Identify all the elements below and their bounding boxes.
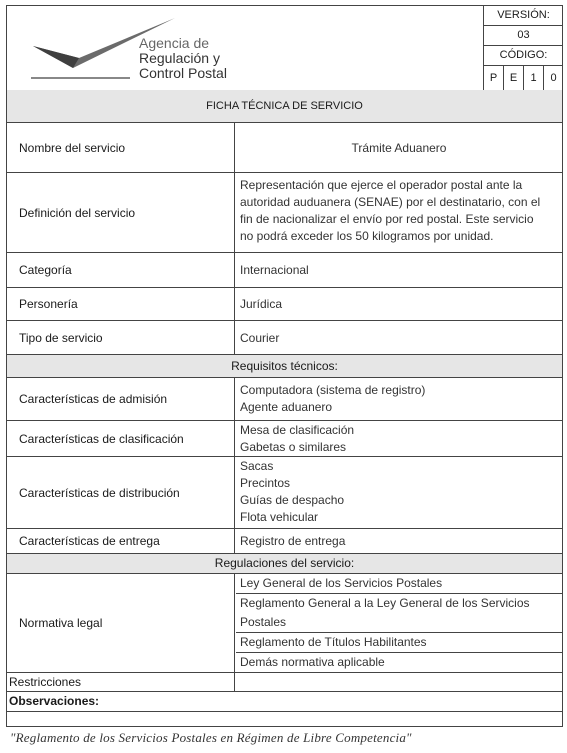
observations-label: Observaciones: [9,694,100,708]
row-delivery [7,529,562,554]
admission-line: Agente aduanero [240,400,333,414]
sheet-header [7,6,562,91]
code-char: 1 [524,66,544,90]
legal-list [236,574,562,672]
admission-value [236,378,562,420]
agency-name-line1: Agencia de [139,35,210,51]
service-name-label: Nombre del servicio [7,123,235,172]
legal-item: Postales [236,613,562,633]
definition-line: fin de nacionalizar el envío por red postal. Este servicio [240,212,534,226]
footer-regulation-title: "Reglamento de los Servicios Postales en Régimen de Libre Competencia" [10,730,412,745]
category-value: Internacional [240,263,309,277]
distribution-line: Sacas [240,459,274,473]
definition-label: Definición del servicio [7,173,235,252]
definition-line: no podrá exceder los 50 kilogramos por unidad. [240,229,494,243]
row-service-name [7,123,562,173]
service-type-label: Tipo de servicio [7,321,235,354]
row-distribution [7,457,562,529]
admission-line: Computadora (sistema de registro) [240,383,426,397]
code-char: 0 [550,72,557,84]
classification-label: Características de clasificación [7,421,235,456]
distribution-label: Características de distribución [7,457,235,528]
version-code-box [483,6,563,90]
distribution-line: Guías de despacho [240,493,345,507]
row-restrictions [7,673,562,692]
distribution-line: Precintos [240,476,291,490]
personeria-label: Personería [7,288,235,320]
row-personeria [7,288,562,321]
row-admission [7,378,562,421]
row-definition [7,173,562,253]
legal-item: Ley General de los Servicios Postales [236,574,562,594]
personeria-value: Jurídica [240,297,283,311]
restrictions-value [236,673,562,691]
category-label: Categoría [7,253,235,287]
definition-value [236,173,562,252]
version-label: VERSIÓN: [484,6,563,26]
code-value [484,66,563,90]
service-sheet [6,5,563,727]
code-char: E [504,66,524,90]
legal-item: Reglamento General a la Ley General de los Servicios [240,596,530,610]
service-type-value: Courier [240,330,280,345]
sheet-title: FICHA TÉCNICA DE SERVICIO [7,90,562,123]
version-value: 03 [484,26,563,46]
row-legal [7,574,562,673]
service-name-value: Trámite Aduanero [351,140,447,155]
agency-name-line2: Regulación y [139,50,220,66]
row-category [7,253,562,288]
row-observations [7,692,562,712]
code-char: P [484,66,504,90]
legal-item: Reglamento de Títulos Habilitantes [236,633,562,653]
delivery-value: Registro de entrega [240,534,346,548]
row-classification [7,421,562,457]
distribution-line: Flota vehicular [240,510,319,524]
tech-requirements-title: Requisitos técnicos: [7,355,562,378]
code-label: CÓDIGO: [484,46,563,66]
classification-line: Gabetas o similares [240,440,347,454]
regulations-title: Regulaciones del servicio: [7,554,562,574]
restrictions-label: Restricciones [7,673,235,691]
admission-label: Características de admisión [7,378,235,420]
row-service-type [7,321,562,355]
legal-item: Demás normativa aplicable [240,655,385,669]
classification-line: Mesa de clasificación [240,423,355,437]
distribution-value [236,457,562,528]
definition-line: autoridad auduanera (SENAE) por el destinatario, con el [240,195,541,209]
classification-value [236,421,562,456]
agency-name-line3: Control Postal [139,65,227,81]
agency-name [139,36,227,81]
definition-line: Representación que ejerce el operador postal ante la [240,178,523,192]
delivery-label: Características de entrega [7,529,235,553]
legal-label: Normativa legal [7,574,235,672]
